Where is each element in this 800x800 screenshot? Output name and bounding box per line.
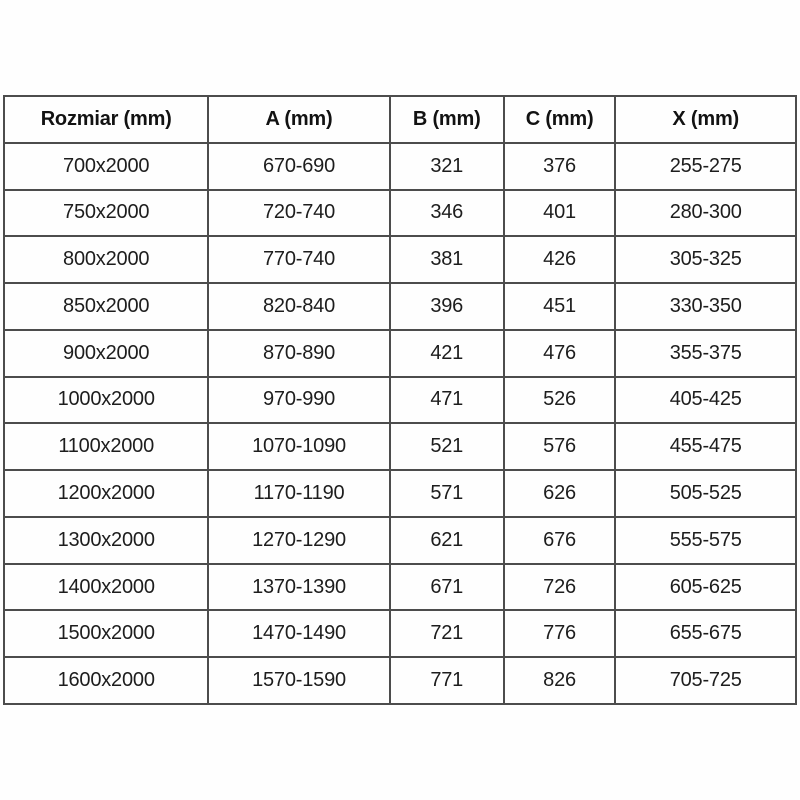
table-cell: 1000x2000: [4, 377, 208, 424]
table-cell: 1100x2000: [4, 423, 208, 470]
header-row: [4, 96, 796, 143]
table-cell: 655-675: [615, 610, 796, 657]
table-cell: 381: [390, 236, 504, 283]
table-cell: 800x2000: [4, 236, 208, 283]
table-cell: 451: [504, 283, 616, 330]
table-cell: 280-300: [615, 190, 796, 237]
column-header: B (mm): [390, 96, 504, 143]
table-cell: 750x2000: [4, 190, 208, 237]
table-body: [4, 143, 796, 704]
table-row: [4, 610, 796, 657]
table-cell: 621: [390, 517, 504, 564]
table-row: [4, 377, 796, 424]
table-cell: 1470-1490: [208, 610, 389, 657]
table-cell: 700x2000: [4, 143, 208, 190]
table-cell: 776: [504, 610, 616, 657]
size-table: [3, 95, 797, 705]
column-header: X (mm): [615, 96, 796, 143]
table-cell: 455-475: [615, 423, 796, 470]
table-cell: 1400x2000: [4, 564, 208, 611]
table-cell: 1370-1390: [208, 564, 389, 611]
table-row: [4, 143, 796, 190]
table-cell: 850x2000: [4, 283, 208, 330]
table-cell: 720-740: [208, 190, 389, 237]
column-header: A (mm): [208, 96, 389, 143]
table-cell: 1070-1090: [208, 423, 389, 470]
table-cell: 820-840: [208, 283, 389, 330]
table-row: [4, 470, 796, 517]
table-cell: 521: [390, 423, 504, 470]
table-row: [4, 657, 796, 704]
table-row: [4, 283, 796, 330]
table-cell: 421: [390, 330, 504, 377]
table-cell: 605-625: [615, 564, 796, 611]
table-cell: 1300x2000: [4, 517, 208, 564]
table-cell: 771: [390, 657, 504, 704]
table-cell: 870-890: [208, 330, 389, 377]
table-cell: 721: [390, 610, 504, 657]
table-cell: 426: [504, 236, 616, 283]
table-row: [4, 517, 796, 564]
table-cell: 1270-1290: [208, 517, 389, 564]
table-row: [4, 423, 796, 470]
table-cell: 770-740: [208, 236, 389, 283]
table-cell: 321: [390, 143, 504, 190]
table-cell: 626: [504, 470, 616, 517]
table-row: [4, 236, 796, 283]
table-cell: 705-725: [615, 657, 796, 704]
table-cell: 471: [390, 377, 504, 424]
table-row: [4, 190, 796, 237]
table-cell: 405-425: [615, 377, 796, 424]
table-cell: 1600x2000: [4, 657, 208, 704]
table-cell: 1200x2000: [4, 470, 208, 517]
table-cell: 330-350: [615, 283, 796, 330]
column-header: Rozmiar (mm): [4, 96, 208, 143]
table-cell: 305-325: [615, 236, 796, 283]
column-header: C (mm): [504, 96, 616, 143]
table-cell: 255-275: [615, 143, 796, 190]
table-cell: 396: [390, 283, 504, 330]
table-cell: 355-375: [615, 330, 796, 377]
table-cell: 571: [390, 470, 504, 517]
table-cell: 726: [504, 564, 616, 611]
table-cell: 526: [504, 377, 616, 424]
table-row: [4, 564, 796, 611]
table-cell: 1170-1190: [208, 470, 389, 517]
table-cell: 476: [504, 330, 616, 377]
table-cell: 401: [504, 190, 616, 237]
table-cell: 676: [504, 517, 616, 564]
table-cell: 671: [390, 564, 504, 611]
table-cell: 970-990: [208, 377, 389, 424]
table-cell: 900x2000: [4, 330, 208, 377]
table-cell: 555-575: [615, 517, 796, 564]
table-cell: 376: [504, 143, 616, 190]
table-cell: 346: [390, 190, 504, 237]
table-cell: 670-690: [208, 143, 389, 190]
table-cell: 505-525: [615, 470, 796, 517]
table-cell: 576: [504, 423, 616, 470]
table-cell: 826: [504, 657, 616, 704]
table-row: [4, 330, 796, 377]
table-cell: 1570-1590: [208, 657, 389, 704]
table-cell: 1500x2000: [4, 610, 208, 657]
